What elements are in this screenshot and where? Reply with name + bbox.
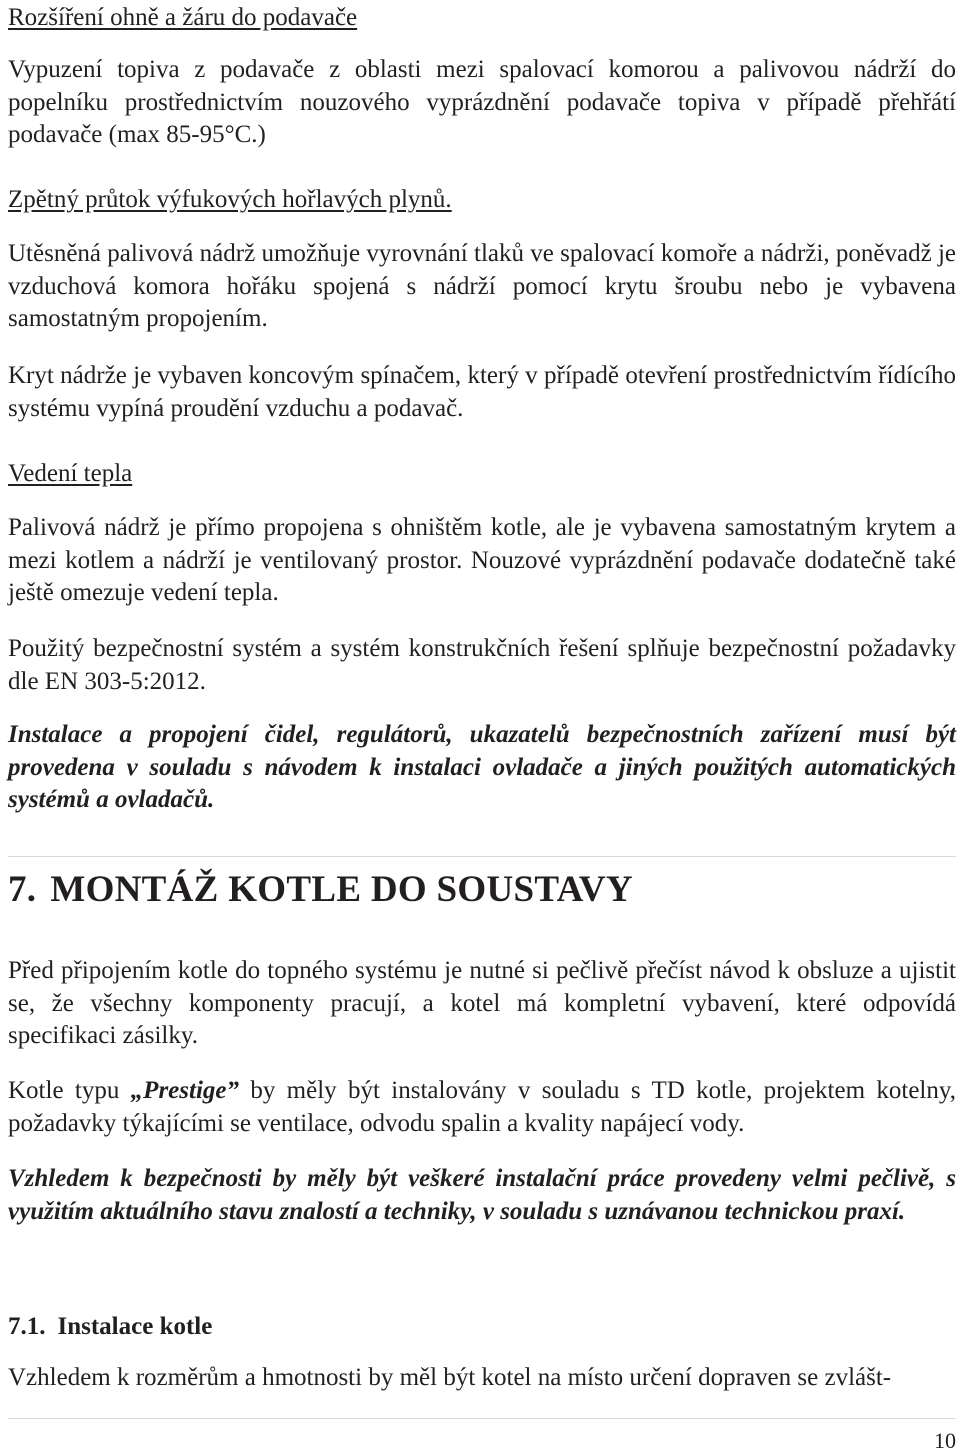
prestige-text-before: Kotle typu <box>8 1077 131 1104</box>
paragraph-safety-system: Použitý bezpečnostní systém a systém konstrukčních řešení splňuje bezpečnostní požadavky dle EN 303-5:2012. <box>8 635 956 695</box>
paragraph-prestige-installation <box>8 1075 956 1140</box>
product-name: „Prestige” <box>130 1077 239 1104</box>
subsection-heading <box>8 1311 212 1343</box>
prestige-text-after: by měly být instalovány v souladu s TD kotle, projektem kotelny, požadavky týkajícími se ventilace, odvodu spalin a kvality napájecí vody. <box>8 1077 956 1137</box>
chapter-title: MONTÁŽ KOTLE DO SOUSTAVY <box>50 869 633 910</box>
note-sensor-installation: Instalace a propojení čidel, regulátorů, ukazatelů bezpečnostních zařízení musí být provedena v souladu s návodem k instalaci ovladače a jiných použitých automatických systémů a ovladačů. <box>8 721 956 813</box>
chapter-heading <box>8 868 633 912</box>
paragraph-before-connection: Před připojením kotle do topného systému je nutné si pečlivě přečíst návod k obsluze a ujistit se, že všechny komponenty pracují, a kotel má kompletní vybavení, které odpovídá specifikaci zásilky. <box>8 957 956 1049</box>
section-divider <box>8 856 956 857</box>
paragraph-sealed-tank: Utěsněná palivová nádrž umožňuje vyrovnání tlaků ve spalovací komoře a nádrži, poněvadž je vzduchová komora hořáku spojená s nádrží pomocí krytu šroubu nebo je vybavena samostatným propojením. <box>8 240 956 332</box>
subsection-title: Instalace kotle <box>57 1313 213 1340</box>
paragraph-fuel-tank-connection: Palivová nádrž je přímo propojena s ohništěm kotle, ale je vybavena samostatným krytem a mezi kotlem a nádrží je ventilovaný prostor. Nouzové vyprázdnění podavače dodatečně také ještě omezuje vedení tepla. <box>8 514 956 606</box>
chapter-number: 7. <box>8 869 37 910</box>
note-installation-care: Vzhledem k bezpečnosti by měly být veškeré instalační práce provedeny velmi pečlivě, s využitím aktuálního stavu znalostí a techniky, v souladu s uznávanou technickou praxí. <box>8 1165 956 1225</box>
heading-heat-conduction: Vedení tepla <box>8 460 133 487</box>
paragraph-tank-cover-switch: Kryt nádrže je vybaven koncovým spínačem, který v případě otevření prostřednictvím řídícího systému vypíná proudění vzduchu a podavač. <box>8 362 956 422</box>
paragraph-boiler-transport: Vzhledem k rozměrům a hmotnosti by měl být kotel na místo určení dopraven se zvlášt- <box>8 1364 892 1391</box>
subsection-number: 7.1. <box>8 1313 46 1340</box>
footer-divider <box>8 1418 956 1419</box>
heading-fire-spread: Rozšíření ohně a žáru do podavače <box>8 4 358 31</box>
heading-backflow: Zpětný průtok výfukových hořlavých plynů. <box>8 186 452 213</box>
paragraph-fuel-ejection: Vypuzení topiva z podavače z oblasti mezi spalovací komorou a palivovou nádrží do popelníku prostřednictvím nouzového vyprázdnění podavače topiva v případě přehřátí podavače (max 85-95°C.) <box>8 56 956 148</box>
page-number: 10 <box>934 1428 956 1453</box>
